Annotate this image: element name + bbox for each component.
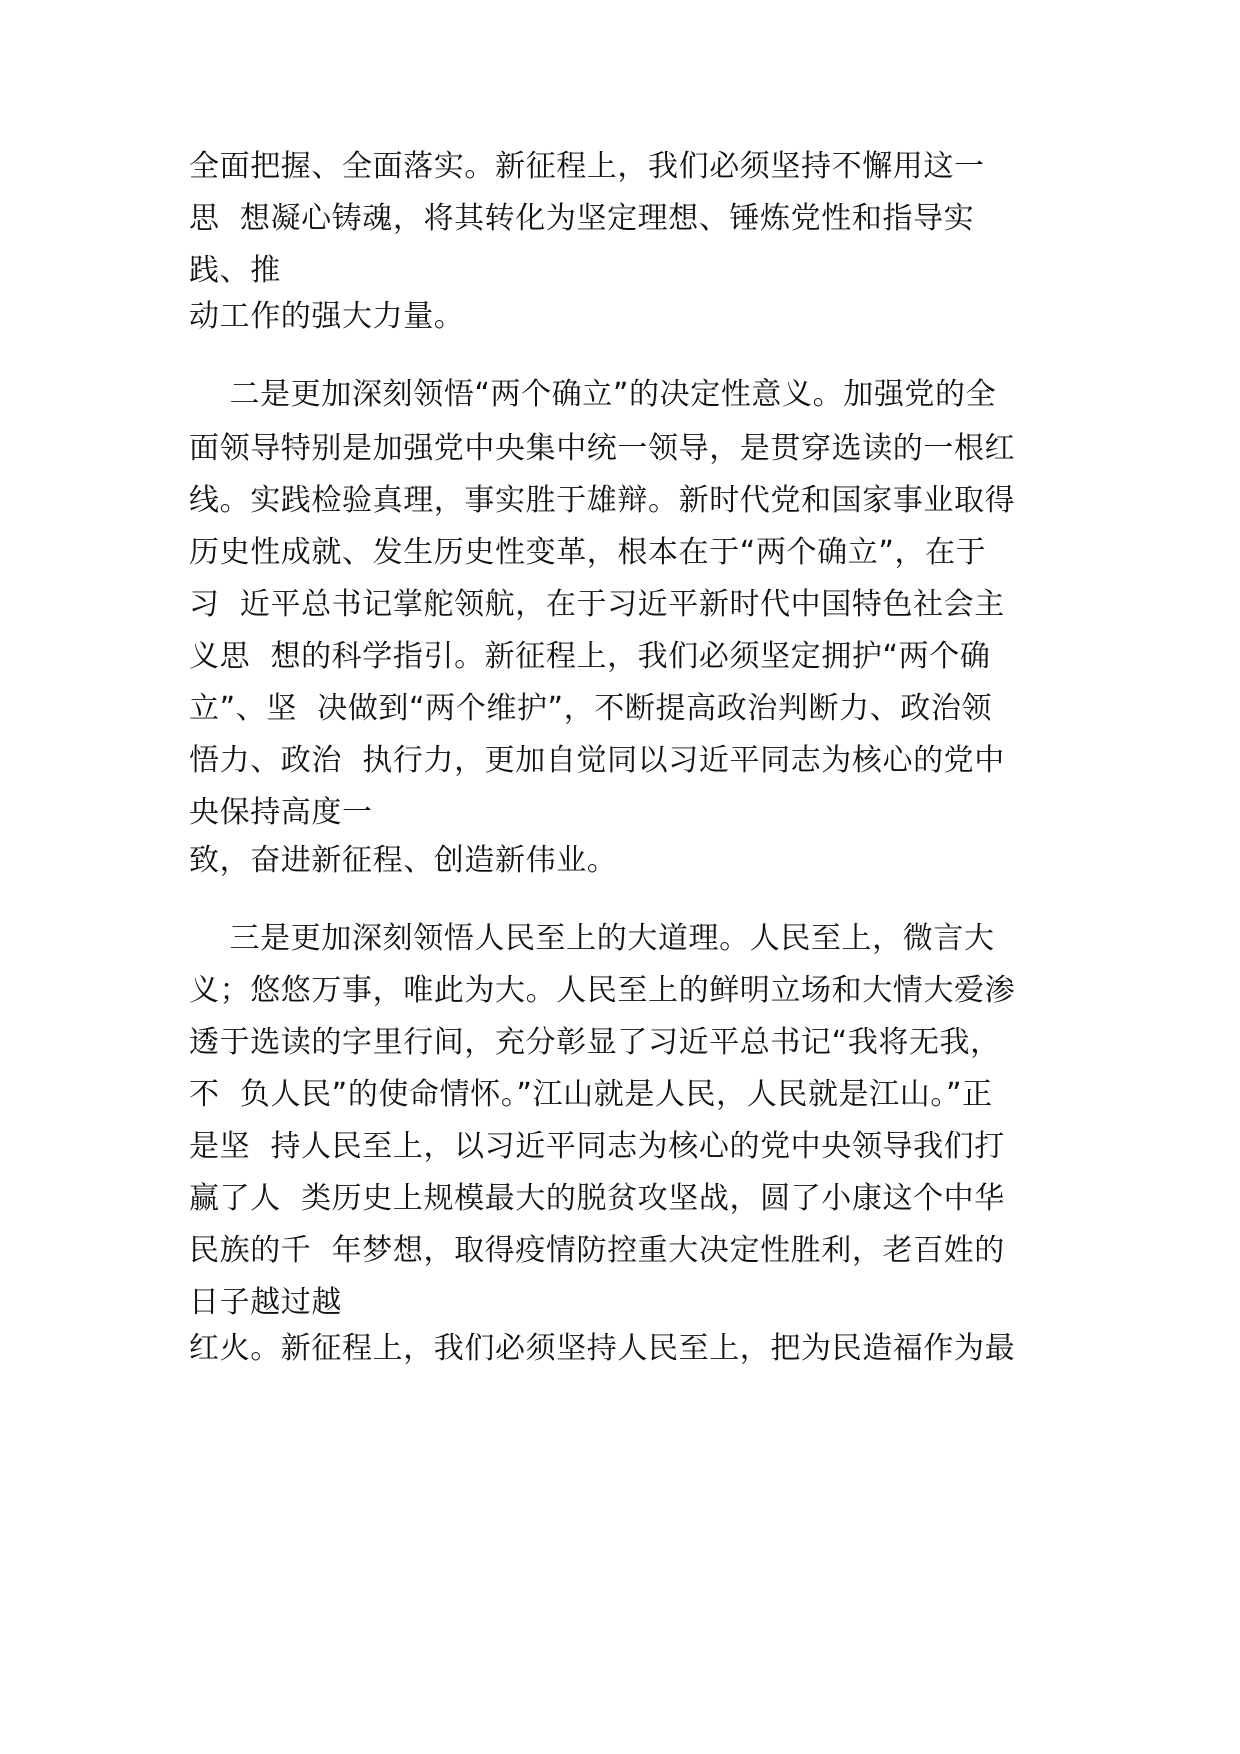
- text-line: 思 想凝心铸魂，将其转化为坚定理想、锤炼党性和指导实: [189, 201, 975, 236]
- text-line: 不 负人民”的使命情怀。”江山就是人民，人民就是江山。”正: [189, 1077, 993, 1112]
- text-line: 历史性成就、发生历史性变革，根本在于“两个确立”，在于: [189, 535, 987, 570]
- text-line: 全面把握、全面落实。新征程上，我们必须坚持不懈用这一: [189, 149, 985, 184]
- text-line: 是坚 持人民至上，以习近平同志为核心的党中央领导我们打: [189, 1129, 1005, 1164]
- text-line: 面领导特别是加强党中央集中统一领导，是贯穿选读的一根红: [189, 431, 1016, 466]
- text-line: 线。实践检验真理，事实胜于雄辩。新时代党和国家事业取得: [189, 483, 1016, 518]
- text-line: 动工作的强大力量。: [189, 299, 465, 334]
- text-line: 致，奋进新征程、创造新伟业。: [189, 843, 618, 878]
- text-line: 习 近平总书记掌舵领航，在于习近平新时代中国特色社会主: [189, 587, 1005, 622]
- text-line: 赢了人 类历史上规模最大的脱贫攻坚战，圆了小康这个中华: [189, 1181, 1005, 1216]
- text-line: 悟力、政治 执行力，更加自觉同以习近平同志为核心的党中: [189, 743, 1005, 778]
- text-line: 义；悠悠万事，唯此为大。人民至上的鲜明立场和大情大爱渗: [189, 973, 1016, 1008]
- text-line: 日子越过越: [189, 1285, 342, 1320]
- text-line: 立”、坚 决做到“两个维护”，不断提高政治判断力、政治领: [189, 691, 993, 726]
- text-line: 二是更加深刻领悟“两个确立”的决定性意义。加强党的全: [189, 377, 997, 412]
- text-line: 践、推: [189, 253, 281, 288]
- text-line: 透于选读的字里行间，充分彰显了习近平总书记“我将无我，: [189, 1025, 1001, 1060]
- text-line: 三是更加深刻领悟人民至上的大道理。人民至上，微言大: [189, 921, 995, 956]
- text-line: 民族的千 年梦想，取得疫情防控重大决定性胜利，老百姓的: [189, 1233, 1005, 1268]
- text-line: 义思 想的科学指引。新征程上，我们必须坚定拥护“两个确: [189, 639, 991, 674]
- text-line: 央保持高度一: [189, 795, 373, 830]
- text-line: 红火。新征程上，我们必须坚持人民至上，把为民造福作为最: [189, 1331, 1016, 1366]
